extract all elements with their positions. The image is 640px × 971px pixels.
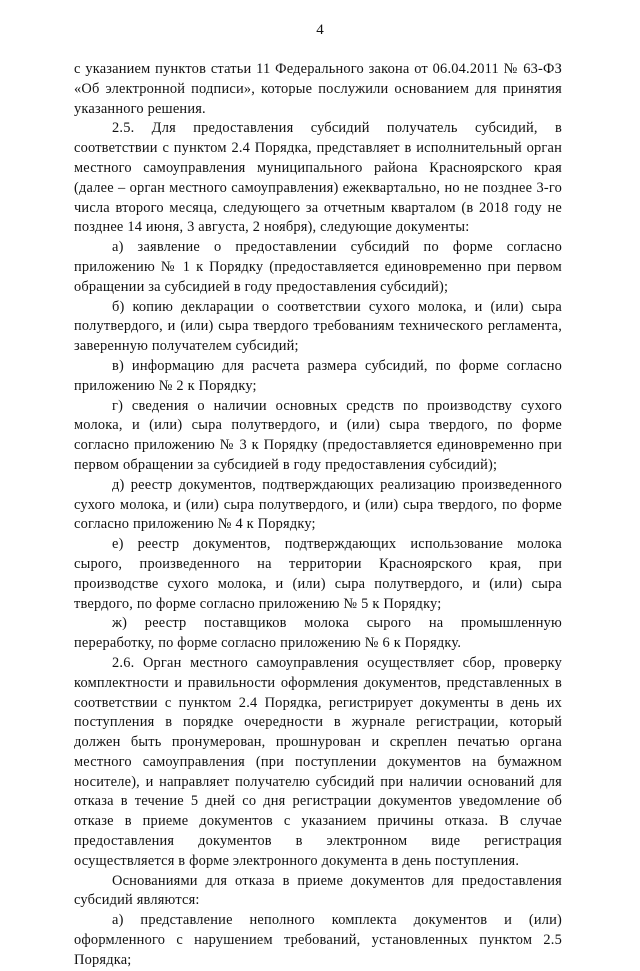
paragraph-2-5: 2.5. Для предоставления субсидий получатель субсидий, в соответствии с пунктом 2.4 Порядка, представляет в исполнительный орган местного самоуправления муниципального района Красноярского края (далее – орган местного самоуправления) ежеквартально, но не позднее 3-го числа второго месяца, следующего за отчетным кварталом (в 2018 году не позднее 14 июня, 3 августа, 2 ноября), следующие документы: — [74, 120, 562, 236]
list-item-v: в) информацию для расчета размера субсидий, по форме согласно приложению № 2 к Порядку; — [74, 357, 562, 394]
list-item-b: б) копию декларации о соответствии сухого молока, и (или) сыра полутвердого, и (или) сыра твердого требованиям технического регламента, заверенную получателем субсидий; — [74, 298, 562, 355]
list-item-a: а) заявление о предоставлении субсидий по форме согласно приложению № 1 к Порядку (предоставляется единовременно при первом обращении за субсидией в году предоставления субсидий); — [74, 239, 562, 295]
document-body — [74, 60, 562, 971]
list-item-g: г) сведения о наличии основных средств по производству сухого молока, и (или) сыра полутвердого, и (или) сыра твердого, по форме согласно приложению № 3 к Порядку (предоставляется единовременно при первом обращении за субсидией в году предоставления субсидий); — [74, 397, 562, 473]
list-item-zh: ж) реестр поставщиков молока сырого на промышленную переработку, по форме согласно приложению № 6 к Порядку. — [74, 615, 562, 652]
list-item-ground-a: а) представление неполного комплекта документов и (или) оформленного с нарушением требований, установленных пунктом 2.5 Порядка; — [74, 912, 562, 968]
paragraph-continuation: с указанием пунктов статьи 11 Федерального закона от 06.04.2011 № 63-ФЗ «Об электронной подписи», которые послужили основанием для принятия указанного решения. — [74, 61, 562, 117]
paragraph-2-6: 2.6. Орган местного самоуправления осуществляет сбор, проверку комплектности и правильности оформления документов, представленных в соответствии с пунктом 2.4 Порядка, регистрирует документы в день их поступления в порядке очередности в журнале регистрации, который должен быть пронумерован, прошнурован и скреплен печатью органа местного самоуправления (при поступлении документов на бумажном носителе), и направляет получателю субсидий при наличии оснований для отказа в течение 5 дней со дня регистрации документов уведомление об отказе в приеме документов с указанием причины отказа. В случае предоставления документов в электронном виде регистрация осуществляется в форме электронного документа в день поступления. — [74, 654, 562, 869]
list-item-d: д) реестр документов, подтверждающих реализацию произведенного сухого молока, и (или) сыра полутвердого, и (или) сыра твердого, по форме согласно приложению № 4 к Порядку; — [74, 476, 562, 533]
list-item-e: е) реестр документов, подтверждающих использование молока сырого, произведенного на территории Красноярского края, при производстве сухого молока, и (или) сыра полутвердого, и (или) сыра твердого, по форме согласно приложению № 5 к Порядку; — [74, 536, 562, 612]
paragraph-refusal-grounds: Основаниями для отказа в приеме документов для предоставления субсидий являются: — [74, 872, 562, 909]
page-number: 4 — [316, 22, 324, 38]
